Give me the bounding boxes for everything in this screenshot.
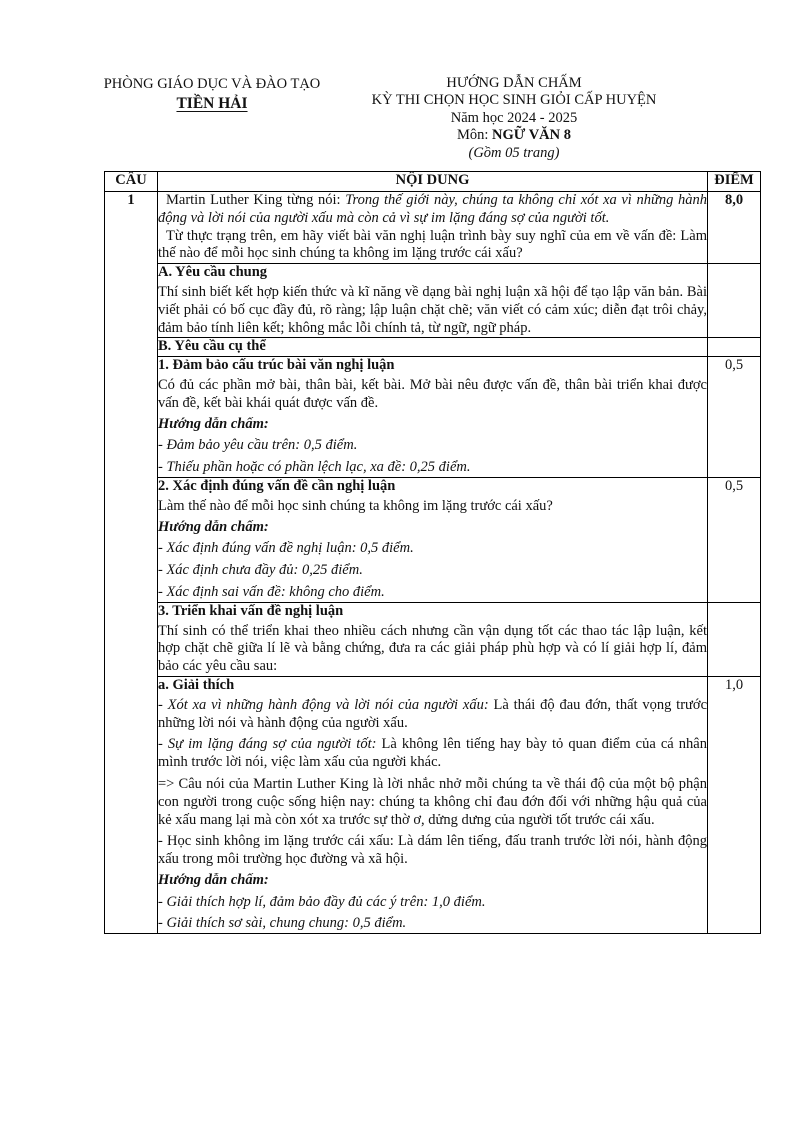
item3-row [105,602,761,676]
grading-table [104,171,761,934]
header-diem: ĐIỂM [708,172,761,192]
subject-value: NGỮ VĂN 8 [492,127,571,144]
item1-text: Có đủ các phần mở bài, thân bài, kết bài. Mở bài nêu được vấn đề, thân bài triển khai được vấn đề, kết bài khái quát được vấn đề. [158,376,707,411]
item3a-p3: => Câu nói của Martin Luther King là lời nhắc nhở mỗi chúng ta về thái độ của một bộ phận con người trong cuộc sống hiện nay: chúng ta không chỉ đau đớn đối với những hậu quả của kẻ xấu mang lại mà còn xót xa trước sự thờ ơ, dửng dưng của người tốt trước cái xấu. [158,775,707,828]
item3a-guide-title: Hướng dẫn chấm: [158,871,269,888]
item2-guide-title: Hướng dẫn chấm: [158,518,269,535]
item3-title: 3. Triển khai vấn đề nghị luận [158,602,344,619]
item1-guide-title: Hướng dẫn chấm: [158,415,269,432]
district-name: TIỀN HẢI [176,95,248,112]
subject-label: Môn: [457,127,493,144]
school-year: Năm học 2024 - 2025 [450,109,578,126]
item1-row [105,357,761,478]
exam-name: KỲ THI CHỌN HỌC SINH GIỎI CẤP HUYỆN [371,92,657,109]
page-count-note: (Gồm 05 trang) [468,144,560,161]
question-content [158,192,708,264]
item2-score: 0,5 [708,477,761,602]
item1-guide1: - Đảm bảo yêu cầu trên: 0,5 điểm. [158,437,358,454]
item3a-guide2: - Giải thích sơ sài, chung chung: 0,5 điểm. [158,915,407,932]
item3a-row [105,676,761,933]
item3a-p4: - Học sinh không im lặng trước cái xấu: Là dám lên tiếng, đấu tranh trước lời nói, hành động xấu trong môi trường học đường và xã hội. [158,833,707,868]
document-title: HƯỚNG DẪN CHẤM [446,75,582,91]
item1-guide2: - Thiếu phần hoặc có phần lệch lạc, xa đề: 0,25 điểm. [158,459,471,476]
department-name: PHÒNG GIÁO DỤC VÀ ĐÀO TẠO [103,76,321,92]
item2-row [105,477,761,602]
question-score: 8,0 [708,192,761,264]
department-header [74,75,350,114]
item2-guide2: - Xác định chưa đầy đủ: 0,25 điểm. [158,562,363,579]
header-cau: CÂU [105,172,158,192]
item2-title: 2. Xác định đúng vấn đề cần nghị luận [158,477,396,494]
item3a-p2: - Sự im lặng đáng sợ của người tốt: Là không lên tiếng hay bày tỏ quan điểm của cá nhân mình trước lời nói, việc làm xấu của người khác. [158,736,707,771]
question-number: 1 [105,192,158,934]
item2-guide3: - Xác định sai vấn đề: không cho điểm. [158,583,385,600]
question-quote: Martin Luther King từng nói: Trong thế giới này, chúng ta không chỉ xót xa vì những hành động và lời nói của người xấu mà còn cả vì sự im lặng đáng sợ của người tốt. [158,192,708,226]
item2-guide1: - Xác định đúng vấn đề nghị luận: 0,5 điểm. [158,540,414,557]
section-b-title: B. Yêu cầu cụ thể [158,338,266,355]
item3a-score: 1,0 [708,676,761,933]
table-header-row [105,172,761,192]
section-a-text: Thí sinh biết kết hợp kiến thức và kĩ năng về dạng bài nghị luận xã hội để tạo lập văn bản. Bài viết phải có bố cục đầy đủ, rõ ràng; lập luận chặt chẽ; văn viết có cảm xúc; diễn đạt trôi chảy, đảm bảo tính liên kết; không mắc lỗi chính tả, từ ngữ, ngữ pháp. [158,283,707,336]
section-b-row [105,338,761,357]
item3a-guide1: - Giải thích hợp lí, đảm bảo đầy đủ các ý trên: 1,0 điểm. [158,893,486,910]
header-noi-dung: NỘI DUNG [158,172,708,192]
subject-line [344,127,684,144]
document-header [344,75,684,162]
section-a-title: A. Yêu cầu chung [158,264,268,281]
item3-text: Thí sinh có thể triển khai theo nhiều cách nhưng cần vận dụng tốt các thao tác lập luận, kết hợp chặt chẽ giữa lí lẽ và bằng chứng, đưa ra các giải pháp phù hợp và có lí giải hợp lí, đảm bảo các yêu cầu sau: [158,622,707,675]
question-prompt: Từ thực trạng trên, em hãy viết bài văn nghị luận trình bày suy nghĩ của em về vấn đề: Làm thế nào để mỗi học sinh chúng ta không im lặng trước cái xấu? [158,227,707,262]
item2-text: Làm thế nào để mỗi học sinh chúng ta không im lặng trước cái xấu? [158,497,553,514]
question-row [105,192,761,264]
item1-title: 1. Đảm bảo cấu trúc bài văn nghị luận [158,357,395,374]
item3a-p1: - Xót xa vì những hành động và lời nói của người xấu: Là thái độ đau đớn, thất vọng trước những lời nói và hành động của người xấu. [158,696,707,731]
item1-score: 0,5 [708,357,761,478]
section-a-row [105,264,761,338]
item3a-title: a. Giải thích [158,676,235,693]
